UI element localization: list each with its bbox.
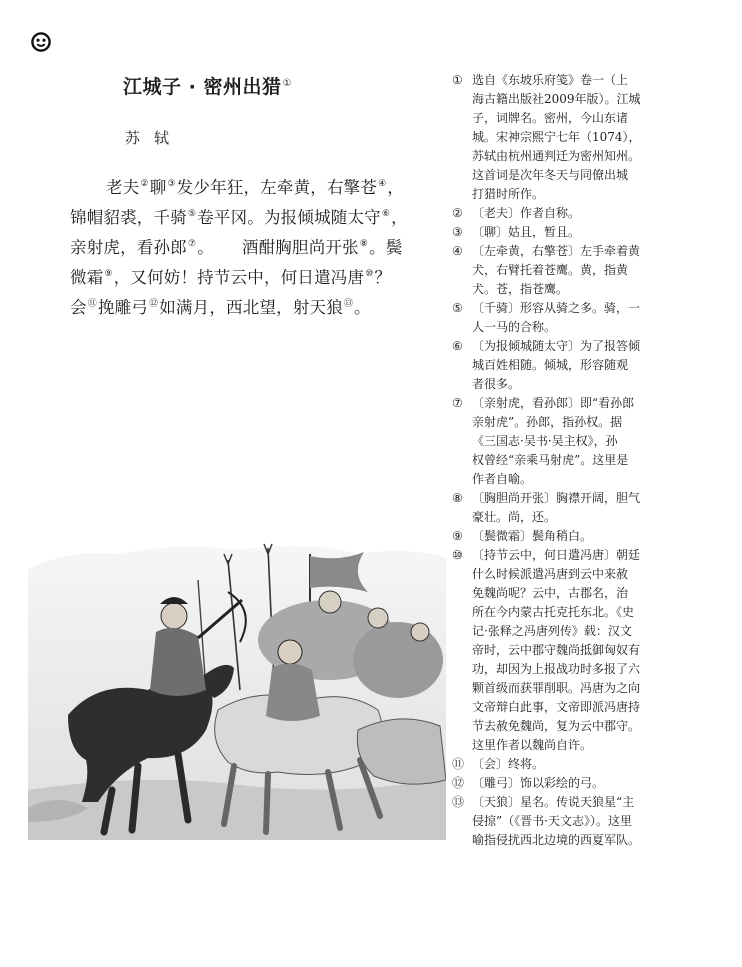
note-text: 〔雕弓〕饰以彩绘的弓。: [472, 776, 605, 790]
note-ref: ④: [378, 179, 387, 189]
note-ref: ⑤: [187, 209, 197, 219]
poem-text: ？: [374, 268, 392, 287]
note-item: [452, 793, 737, 850]
poem-text: 挽雕弓: [97, 298, 149, 317]
poem-text: ，又何妨！持节云中，何日遣冯唐: [113, 268, 365, 287]
note-text: 〔鬓微霜〕鬓角稍白。: [472, 529, 593, 543]
poem-line: [70, 173, 440, 203]
poem-line: [70, 293, 440, 323]
notes-column: [452, 71, 737, 850]
poem-title: [123, 72, 292, 99]
poem-text: 老夫: [106, 178, 140, 197]
note-item: [452, 489, 737, 527]
note-number: ⑦: [452, 396, 463, 410]
note-ref: ⑨: [104, 269, 113, 279]
poem-text: ，: [391, 208, 408, 227]
note-text: 〔老夫〕作者自称。: [472, 206, 581, 220]
face-icon: [30, 31, 52, 53]
poem-text: 聊: [149, 178, 167, 197]
note-text: 〔天狼〕星名。传说天狼星“主 侵掠”（《晋书·天文志》）。这里 喻指侵扰西北边境的西夏军队。: [472, 795, 641, 847]
note-item: [452, 71, 737, 204]
note-number: ①: [452, 73, 463, 87]
note-text: 〔为报倾城随太守〕为了报答倾 城百姓相随。倾城，形容随观 者很多。: [472, 339, 641, 391]
note-text: 〔千骑〕形容从骑之多。骑，一 人一马的合称。: [472, 301, 641, 334]
poem-text: 。鬓: [369, 238, 403, 257]
note-ref: ⑩: [365, 269, 374, 279]
note-number: ⑩: [452, 548, 463, 562]
poem-body: [70, 173, 440, 323]
note-ref: ②: [140, 179, 149, 189]
note-item: [452, 223, 737, 242]
note-number: ⑫: [452, 776, 465, 790]
title-note-ref: ①: [282, 77, 292, 89]
note-item: [452, 546, 737, 755]
note-ref: ⑫: [149, 299, 159, 309]
note-text: 〔持节云中，何日遣冯唐〕朝廷 什么时候派遣冯唐到云中来赦 免魏尚呢？云中，古郡名，治 所在今内蒙古托克托东北。《史 记·张释之冯唐列传》载：汉文 帝时，云中郡守魏尚抵御匈奴有 功，却因为上报战功时多报了六 颗首级而获罪削职。冯唐为之向 文帝辩白此事，文帝即派冯唐持 节去赦免魏尚，复为云中郡守。 这里作者以魏尚自许。: [472, 548, 641, 752]
note-item: [452, 242, 737, 299]
poem-line: [70, 263, 440, 293]
note-item: [452, 527, 737, 546]
note-ref: ⑦: [187, 239, 197, 249]
note-text: 〔亲射虎，看孙郎〕即“看孙郎 亲射虎”。孙郎，指孙权。据 《三国志·吴书·吴主权》，孙 权曾经“亲乘马射虎”。这里是 作者自喻。: [472, 396, 635, 486]
note-number: ⑬: [452, 795, 465, 809]
note-ref: ⑥: [381, 209, 391, 219]
note-text: 〔胸胆尚开张〕胸襟开阔，胆气 豪壮。尚，还。: [472, 491, 641, 524]
poem-text: 。: [197, 238, 214, 257]
note-ref: ③: [167, 179, 176, 189]
poem-text: ，: [387, 178, 405, 197]
note-number: ⑪: [452, 757, 465, 771]
note-item: [452, 755, 737, 774]
note-number: ④: [452, 244, 463, 258]
poem-text: 酒酣胸胆尚开张: [241, 238, 359, 257]
note-number: ⑥: [452, 339, 463, 353]
poem-text: 如满月，西北望，射天狼: [159, 298, 343, 317]
hunting-painting: [28, 540, 446, 840]
note-item: [452, 394, 737, 489]
poem-text: 。: [354, 298, 371, 317]
note-item: [452, 204, 737, 223]
poem-author: 苏轼: [125, 129, 184, 147]
note-text: 选自《东坡乐府笺》卷一（上 海古籍出版社2009年版）。江城 子，词牌名。密州，今山东诸 城。宋神宗熙宁七年（1074）， 苏轼由杭州通判迁为密州知州。 这首词是次年冬天与同僚出城 打猎时所作。: [472, 73, 641, 201]
note-text: 〔聊〕姑且，暂且。: [472, 225, 581, 239]
note-text: 〔左牵黄，右擎苍〕左手牵着黄 犬，右臂托着苍鹰。黄，指黄 犬。苍，指苍鹰。: [472, 244, 641, 296]
note-item: [452, 774, 737, 793]
poem-line: [70, 203, 440, 233]
note-item: [452, 337, 737, 394]
note-number: ⑨: [452, 529, 463, 543]
note-number: ③: [452, 225, 463, 239]
note-number: ⑤: [452, 301, 463, 315]
poem-title-text: 江城子 · 密州出猎: [123, 76, 282, 98]
note-item: [452, 299, 737, 337]
note-number: ②: [452, 206, 463, 220]
poem-text: 亲射虎，看孙郎: [70, 238, 187, 257]
poem-text: 微霜: [70, 268, 104, 287]
note-text: 〔会〕终将。: [472, 757, 545, 771]
poem-line: [70, 233, 440, 263]
note-ref: ⑬: [343, 299, 354, 309]
note-ref: ⑧: [359, 239, 369, 249]
poem-text: 卷平冈。为报倾城随太守: [197, 208, 381, 227]
poem-text: 发少年狂，左牵黄，右擎苍: [176, 178, 378, 197]
note-ref: ⑪: [87, 299, 97, 309]
poem-text: 会: [70, 298, 87, 317]
note-number: ⑧: [452, 491, 463, 505]
poem-text: 锦帽貂裘，千骑: [70, 208, 187, 227]
